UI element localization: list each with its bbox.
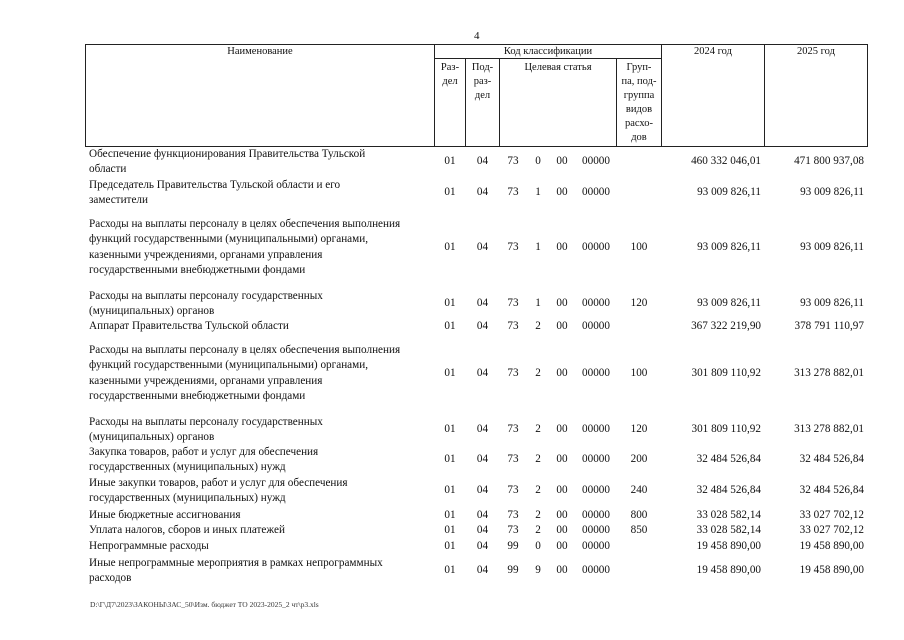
table-row <box>85 343 868 405</box>
podrazdel-cell: 04 <box>476 240 489 253</box>
target-part2-cell: 2 <box>535 508 541 521</box>
target-part2-cell: 0 <box>535 539 541 552</box>
target-part3-cell: 00 <box>556 186 568 199</box>
amount-2025-cell: 93 009 826,11 <box>800 186 864 199</box>
row-name-cell: Расходы на выплаты персоналу государственных (муниципальных) органов <box>89 290 323 318</box>
vid-cell: 240 <box>630 484 648 497</box>
row-name-cell: Расходы на выплаты персоналу в целях обеспечения выполнения функций государственными (муниципальными) органами, казенными учреждениями, органами управления государственными внебюджетными фондами <box>89 218 401 277</box>
header-razdel-label: Раз- дел <box>440 62 460 87</box>
target-part4-cell: 00000 <box>582 523 610 536</box>
razdel-cell: 01 <box>444 240 456 253</box>
razdel-cell: 01 <box>444 155 456 168</box>
target-part3-cell: 00 <box>556 539 568 552</box>
podrazdel-cell: 04 <box>476 423 489 436</box>
amount-2024-cell: 33 028 582,14 <box>696 523 761 536</box>
target-part3-cell: 00 <box>556 523 568 536</box>
amount-2025-cell: 32 484 526,84 <box>799 453 864 466</box>
header-name-label: Наименование <box>227 46 293 57</box>
target-part3-cell: 00 <box>556 240 568 253</box>
target-part4-cell: 00000 <box>582 366 610 379</box>
podrazdel-cell: 04 <box>476 564 489 577</box>
target-part4-cell: 00000 <box>582 423 610 436</box>
target-part4-cell: 00000 <box>582 539 610 552</box>
header-2024-cell <box>661 44 765 147</box>
razdel-cell: 01 <box>444 319 456 332</box>
target-part1-cell: 73 <box>507 186 519 199</box>
row-name-cell: Расходы на выплаты персоналу в целях обеспечения выполнения функций государственными (муниципальными) органами, казенными учреждениями, органами управления государственными внебюджетными фондами <box>89 344 401 403</box>
target-part4-cell: 00000 <box>582 297 610 310</box>
amount-2024-cell: 19 458 890,00 <box>696 564 761 577</box>
podrazdel-cell: 04 <box>476 453 489 466</box>
target-part1-cell: 73 <box>507 297 519 310</box>
target-part1-cell: 73 <box>507 240 519 253</box>
table-row <box>85 476 868 507</box>
target-part1-cell: 99 <box>507 539 519 552</box>
target-part2-cell: 9 <box>535 564 541 577</box>
table-row <box>85 415 868 446</box>
row-name-cell: Иные бюджетные ассигнования <box>89 509 241 521</box>
table-row <box>85 217 868 279</box>
table-row <box>85 319 868 336</box>
header-name-cell <box>85 44 435 147</box>
amount-2025-cell: 313 278 882,01 <box>794 366 864 379</box>
podrazdel-cell: 04 <box>476 297 489 310</box>
target-part4-cell: 00000 <box>582 319 610 332</box>
amount-2024-cell: 93 009 826,11 <box>697 240 761 253</box>
header-vid-label: Груп- па, под- группа видов расхо- дов <box>621 62 657 143</box>
amount-2025-cell: 93 009 826,11 <box>800 297 864 310</box>
amount-2025-cell: 32 484 526,84 <box>799 484 864 497</box>
podrazdel-cell: 04 <box>476 319 489 332</box>
target-part1-cell: 99 <box>507 564 519 577</box>
vid-cell: 120 <box>630 297 648 310</box>
table-row <box>85 523 868 539</box>
amount-2025-cell: 19 458 890,00 <box>799 564 864 577</box>
target-part4-cell: 00000 <box>582 453 610 466</box>
row-name-cell: Иные непрограммные мероприятия в рамках непрограммных расходов <box>89 557 383 585</box>
podrazdel-cell: 04 <box>476 366 489 379</box>
table-row <box>85 508 868 524</box>
vid-cell: 200 <box>630 453 648 466</box>
table-row <box>85 445 868 476</box>
amount-2025-cell: 471 800 937,08 <box>794 155 864 168</box>
razdel-cell: 01 <box>444 564 456 577</box>
podrazdel-cell: 04 <box>476 523 489 536</box>
amount-2025-cell: 378 791 110,97 <box>794 319 864 332</box>
target-part3-cell: 00 <box>556 453 568 466</box>
target-part1-cell: 73 <box>507 523 519 536</box>
amount-2024-cell: 93 009 826,11 <box>697 297 761 310</box>
row-name-cell: Уплата налогов, сборов и иных платежей <box>89 524 285 536</box>
amount-2024-cell: 367 322 219,90 <box>691 319 761 332</box>
target-part3-cell: 00 <box>556 564 568 577</box>
target-part3-cell: 00 <box>556 319 568 332</box>
podrazdel-cell: 04 <box>476 186 489 199</box>
razdel-cell: 01 <box>444 523 456 536</box>
amount-2025-cell: 19 458 890,00 <box>799 539 864 552</box>
vid-cell: 120 <box>630 423 648 436</box>
vid-cell: 850 <box>630 523 648 536</box>
header-2025-cell <box>764 44 868 147</box>
target-part1-cell: 73 <box>507 453 519 466</box>
target-part2-cell: 1 <box>535 186 541 199</box>
row-name-cell: Председатель Правительства Тульской области и его заместители <box>89 179 341 207</box>
row-name-cell: Расходы на выплаты персоналу государственных (муниципальных) органов <box>89 416 323 444</box>
target-part2-cell: 0 <box>535 155 541 168</box>
row-name-cell: Обеспечение функционирования Правительства Тульской области <box>89 148 366 176</box>
table-row <box>85 178 868 209</box>
amount-2024-cell: 32 484 526,84 <box>696 484 761 497</box>
amount-2025-cell: 93 009 826,11 <box>800 240 864 253</box>
target-part1-cell: 73 <box>507 155 519 168</box>
amount-2024-cell: 93 009 826,11 <box>697 186 761 199</box>
amount-2024-cell: 33 028 582,14 <box>696 508 761 521</box>
target-part1-cell: 73 <box>507 319 519 332</box>
header-2025-label: 2025 год <box>797 46 835 57</box>
amount-2024-cell: 19 458 890,00 <box>696 539 761 552</box>
row-name-cell: Иные закупки товаров, работ и услуг для обеспечения государственных (муниципальных) нужд <box>89 477 348 505</box>
amount-2025-cell: 33 027 702,12 <box>799 523 864 536</box>
target-part4-cell: 00000 <box>582 186 610 199</box>
target-part3-cell: 00 <box>556 297 568 310</box>
amount-2024-cell: 301 809 110,92 <box>691 366 761 379</box>
target-part2-cell: 2 <box>535 484 541 497</box>
target-part2-cell: 2 <box>535 423 541 436</box>
amount-2025-cell: 313 278 882,01 <box>794 423 864 436</box>
target-part3-cell: 00 <box>556 155 568 168</box>
vid-cell: 100 <box>630 366 648 379</box>
amount-2025-cell: 33 027 702,12 <box>799 508 864 521</box>
target-part4-cell: 00000 <box>582 564 610 577</box>
vid-cell: 800 <box>630 508 648 521</box>
file-path-footer: D:\Г\Д7\2023\ЗАКОНЫ\ЗАС_50\Изм. бюджет ТО 2023-2025_2 чт\р3.xls <box>90 600 319 609</box>
target-part2-cell: 1 <box>535 240 541 253</box>
razdel-cell: 01 <box>444 366 456 379</box>
target-part2-cell: 2 <box>535 319 541 332</box>
target-part4-cell: 00000 <box>582 508 610 521</box>
razdel-cell: 01 <box>444 186 456 199</box>
razdel-cell: 01 <box>444 539 456 552</box>
amount-2024-cell: 32 484 526,84 <box>696 453 761 466</box>
target-part1-cell: 73 <box>507 366 519 379</box>
podrazdel-cell: 04 <box>476 508 489 521</box>
target-part2-cell: 2 <box>535 366 541 379</box>
target-part1-cell: 73 <box>507 484 519 497</box>
razdel-cell: 01 <box>444 453 456 466</box>
amount-2024-cell: 460 332 046,01 <box>691 155 761 168</box>
target-part3-cell: 00 <box>556 366 568 379</box>
target-part2-cell: 2 <box>535 453 541 466</box>
target-part1-cell: 73 <box>507 423 519 436</box>
table-header <box>85 44 868 147</box>
row-name-cell: Аппарат Правительства Тульской области <box>89 320 289 332</box>
target-part3-cell: 00 <box>556 508 568 521</box>
razdel-cell: 01 <box>444 297 456 310</box>
target-part2-cell: 1 <box>535 297 541 310</box>
razdel-cell: 01 <box>444 484 456 497</box>
target-part2-cell: 2 <box>535 523 541 536</box>
target-part1-cell: 73 <box>507 508 519 521</box>
header-code-label: Код классификации <box>503 46 593 57</box>
page-number: 4 <box>474 30 480 42</box>
table-row <box>85 147 868 178</box>
podrazdel-cell: 04 <box>476 539 489 552</box>
target-part4-cell: 00000 <box>582 240 610 253</box>
razdel-cell: 01 <box>444 423 456 436</box>
amount-2024-cell: 301 809 110,92 <box>691 423 761 436</box>
podrazdel-cell: 04 <box>476 155 489 168</box>
row-name-cell: Закупка товаров, работ и услуг для обеспечения государственных (муниципальных) нужд <box>89 446 319 474</box>
table-row <box>85 289 868 320</box>
header-2024-label: 2024 год <box>694 46 732 57</box>
header-podrazdel-label: Под- раз- дел <box>471 62 494 101</box>
row-name-cell: Непрограммные расходы <box>89 540 209 552</box>
target-part3-cell: 00 <box>556 484 568 497</box>
vid-cell: 100 <box>630 240 648 253</box>
podrazdel-cell: 04 <box>476 484 489 497</box>
razdel-cell: 01 <box>444 508 456 521</box>
target-part3-cell: 00 <box>556 423 568 436</box>
header-target-label: Целевая статья <box>524 62 592 73</box>
target-part4-cell: 00000 <box>582 155 610 168</box>
table-row <box>85 556 868 587</box>
target-part4-cell: 00000 <box>582 484 610 497</box>
table-row <box>85 539 868 555</box>
